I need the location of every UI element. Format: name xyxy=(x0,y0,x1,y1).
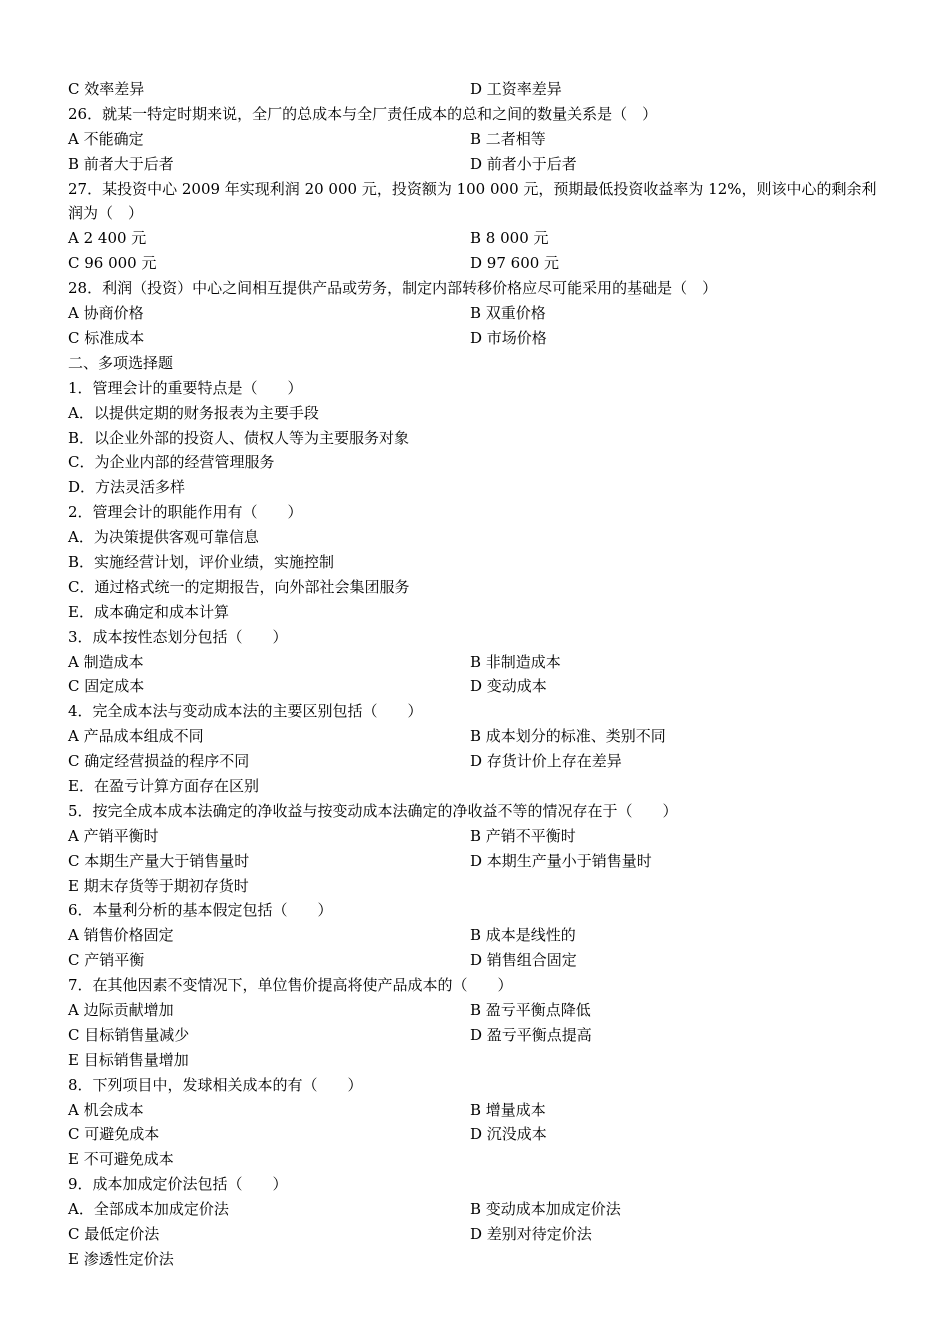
option-row xyxy=(68,1098,888,1123)
option-left: A 边际贡献增加 xyxy=(68,1000,174,1019)
option-right: B 产销不平衡时 xyxy=(470,826,576,845)
option-row xyxy=(68,301,888,326)
option-right: B 盈亏平衡点降低 xyxy=(470,1000,591,1019)
option-left: A 不能确定 xyxy=(68,129,144,148)
option-right: D 本期生产量小于销售量时 xyxy=(470,851,652,870)
option-row xyxy=(68,674,888,699)
text-line: B．实施经营计划，评价业绩，实施控制 xyxy=(68,552,335,571)
option-left: B 前者大于后者 xyxy=(68,154,174,173)
option-right: D 变动成本 xyxy=(470,677,547,696)
text-line: 27．某投资中心 2009 年实现利润 20 000 元，投资额为 100 000 元，预期最低投资收益率为 12%，则该中心的剩余利润为（ ） xyxy=(68,179,877,223)
option-right: B 非制造成本 xyxy=(470,652,561,671)
option-right: D 市场价格 xyxy=(470,328,547,347)
option-left: C 96 000 元 xyxy=(68,254,157,273)
option-left: A 产品成本组成不同 xyxy=(68,727,204,746)
option-left: C 本期生产量大于销售量时 xyxy=(68,851,250,870)
text-line: D．方法灵活多样 xyxy=(68,478,186,497)
text-line: 1．管理会计的重要特点是（ ） xyxy=(68,378,303,397)
option-row xyxy=(68,251,888,276)
option-left: C 确定经营损益的程序不同 xyxy=(68,752,250,771)
option-left: C 标准成本 xyxy=(68,328,145,347)
text-line: 4．完全成本法与变动成本法的主要区别包括（ ） xyxy=(68,702,423,721)
option-left: A 协商价格 xyxy=(68,304,144,323)
option-right: B 二者相等 xyxy=(470,129,546,148)
option-right: B 成本是线性的 xyxy=(470,926,576,945)
question-list xyxy=(68,77,888,1272)
option-right: D 差别对待定价法 xyxy=(470,1225,592,1243)
option-row xyxy=(68,1023,888,1048)
text-line: 二、多项选择题 xyxy=(68,353,174,372)
option-right: D 盈亏平衡点提高 xyxy=(470,1025,592,1044)
option-row xyxy=(68,77,888,102)
option-row xyxy=(68,226,888,251)
option-right: D 沉没成本 xyxy=(470,1125,547,1144)
text-line: C．为企业内部的经营管理服务 xyxy=(68,453,275,472)
text-line: C．通过格式统一的定期报告，向外部社会集团服务 xyxy=(68,577,410,596)
text-line: E．成本确定和成本计算 xyxy=(68,602,229,621)
option-right: D 销售组合固定 xyxy=(470,951,577,970)
text-line: E 期末存货等于期初存货时 xyxy=(68,876,249,895)
option-right: D 97 600 元 xyxy=(470,254,560,273)
option-row xyxy=(68,152,888,177)
option-left: C 效率差异 xyxy=(68,80,145,98)
option-row xyxy=(68,724,888,749)
option-right: B 8 000 元 xyxy=(470,229,549,248)
text-line: E．在盈亏计算方面存在区别 xyxy=(68,776,259,795)
text-line: B．以企业外部的投资人、债权人等为主要服务对象 xyxy=(68,428,410,447)
option-row xyxy=(68,849,888,874)
text-line: 7．在其他因素不变情况下，单位售价提高将使产品成本的（ ） xyxy=(68,976,513,995)
option-row xyxy=(68,998,888,1023)
option-right: D 工资率差异 xyxy=(470,80,562,98)
option-right: B 变动成本加成定价法 xyxy=(470,1200,621,1219)
option-right: D 存货计价上存在差异 xyxy=(470,752,622,771)
text-line: 5．按完全成本成本法确定的净收益与按变动成本法确定的净收益不等的情况存在于（ ） xyxy=(68,801,678,820)
option-left: C 固定成本 xyxy=(68,677,145,696)
text-line: 28．利润（投资）中心之间相互提供产品或劳务，制定内部转移价格应尽可能采用的基础是（ ） xyxy=(68,279,718,298)
option-right: D 前者小于后者 xyxy=(470,154,577,173)
text-line: 8．下列项目中，发球相关成本的有（ ） xyxy=(68,1075,363,1094)
text-line: A．为决策提供客观可靠信息 xyxy=(68,528,259,547)
option-left: C 可避免成本 xyxy=(68,1125,160,1144)
option-row xyxy=(68,326,888,351)
option-left: A 2 400 元 xyxy=(68,229,147,248)
text-line: 9．成本加成定价法包括（ ） xyxy=(68,1175,288,1194)
text-line: 6．本量利分析的基本假定包括（ ） xyxy=(68,901,333,920)
option-left: A．全部成本加成定价法 xyxy=(68,1200,229,1219)
option-row xyxy=(68,824,888,849)
option-right: B 成本划分的标准、类别不同 xyxy=(470,727,666,746)
option-row xyxy=(68,1222,888,1247)
text-line: E 渗透性定价法 xyxy=(68,1249,174,1268)
text-line: 2．管理会计的职能作用有（ ） xyxy=(68,503,303,522)
option-left: C 目标销售量减少 xyxy=(68,1025,190,1044)
option-left: C 产销平衡 xyxy=(68,951,145,970)
option-left: A 制造成本 xyxy=(68,652,144,671)
option-row xyxy=(68,127,888,152)
option-right: B 双重价格 xyxy=(470,304,546,323)
text-line: 26．就某一特定时期来说，全厂的总成本与全厂责任成本的总和之间的数量关系是（ ） xyxy=(68,104,658,123)
option-left: A 销售价格固定 xyxy=(68,926,174,945)
text-line: 3．成本按性态划分包括（ ） xyxy=(68,627,288,646)
option-row xyxy=(68,650,888,675)
text-line: E 目标销售量增加 xyxy=(68,1050,189,1069)
option-left: A 机会成本 xyxy=(68,1100,144,1119)
text-line: E 不可避免成本 xyxy=(68,1150,174,1169)
option-row xyxy=(68,1122,888,1147)
option-left: A 产销平衡时 xyxy=(68,826,159,845)
option-row xyxy=(68,948,888,973)
option-row xyxy=(68,749,888,774)
option-left: C 最低定价法 xyxy=(68,1225,160,1243)
option-right: B 增量成本 xyxy=(470,1100,546,1119)
option-row xyxy=(68,1197,888,1222)
option-row xyxy=(68,923,888,948)
text-line: A．以提供定期的财务报表为主要手段 xyxy=(68,403,319,422)
